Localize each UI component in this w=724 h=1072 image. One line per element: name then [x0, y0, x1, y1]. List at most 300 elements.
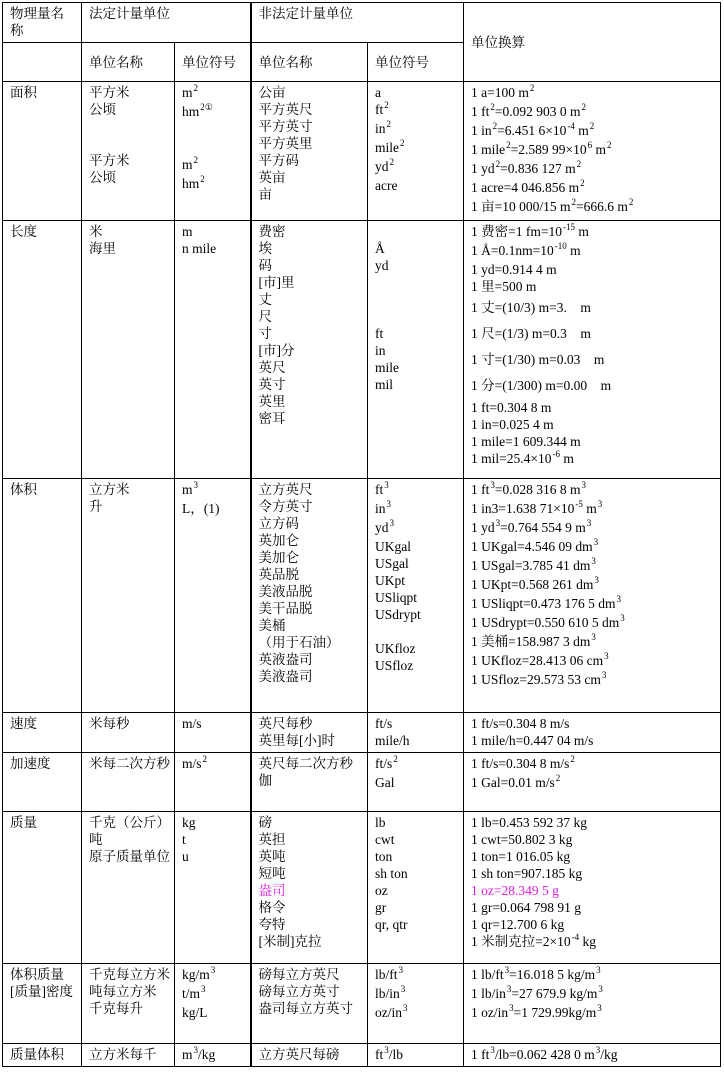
conversion-cell — [464, 964, 721, 1044]
nonlegal-symbol-cell-line: cwt — [375, 832, 395, 847]
superscript: 2 — [506, 140, 511, 150]
legal-name-cell-line: 立方米每千 — [89, 1047, 157, 1062]
nonlegal-name-cell-line: 美加仑 — [258, 550, 299, 565]
superscript: 3 — [506, 984, 512, 994]
conversion-cell-line — [471, 831, 716, 848]
nonlegal-symbol-cell — [368, 479, 464, 713]
text-segment: kg/m — [182, 967, 210, 982]
legal-name-cell-line: 米每秒 — [89, 716, 130, 731]
superscript: 2 — [576, 159, 582, 169]
nonlegal-symbol-cell — [368, 812, 464, 964]
text-segment: m — [182, 482, 193, 497]
text-segment: 1 亩=10 000/15 m — [471, 199, 571, 214]
superscript: -4 — [571, 932, 580, 942]
text-segment: 1 丈=(10/3) m=3. m — [471, 300, 591, 315]
legal-symbol-cell — [175, 753, 251, 812]
nonlegal-name-cell-line: 格令 — [258, 900, 286, 915]
text-segment: oz/in — [375, 1005, 402, 1020]
header-nonlegal-symbol — [368, 43, 464, 82]
legal-symbol-cell-line — [182, 481, 246, 500]
text-segment: =0.028 316 8 m — [494, 482, 581, 497]
nonlegal-symbol-cell-line — [375, 1046, 459, 1065]
text-segment: 1 oz=28.349 5 g — [471, 883, 559, 898]
nonlegal-symbol-cell-line — [375, 555, 459, 572]
conversion-cell-line — [471, 882, 716, 899]
text-segment: =27 679.9 kg/m — [511, 986, 598, 1001]
text-segment: 1 Gal=0.01 m/s — [471, 775, 555, 790]
legal-symbol-cell-line: m — [182, 224, 193, 239]
nonlegal-name-cell-line: 磅 — [258, 815, 272, 830]
nonlegal-symbol-cell — [368, 221, 464, 479]
superscript: 2 — [581, 102, 586, 112]
quantity-cell: 质量 — [3, 812, 82, 964]
conversion-cell-line — [471, 519, 716, 538]
conversion-cell-line — [471, 242, 716, 261]
conversion-cell-line — [471, 261, 716, 278]
conversion-cell-line — [471, 198, 716, 217]
nonlegal-symbol-cell-line: mile — [375, 360, 399, 375]
superscript: 3 — [490, 1045, 495, 1055]
text-segment: ft/s — [375, 756, 393, 771]
nonlegal-name-cell-line: 磅每立方英尺 — [258, 967, 340, 982]
nonlegal-name-cell-line: 埃 — [258, 241, 272, 256]
conversion-cell-line — [471, 141, 716, 160]
text-segment: USgal — [375, 556, 409, 571]
conversion-cell — [464, 479, 721, 713]
nonlegal-name-cell-line: 码 — [258, 258, 272, 273]
superscript: 3 — [604, 651, 609, 661]
conversion-cell-line — [471, 933, 716, 952]
nonlegal-symbol-cell-line — [375, 120, 459, 139]
text-segment: lb/ft — [375, 967, 398, 982]
nonlegal-name-cell-line: （用于石油） — [258, 635, 340, 650]
nonlegal-symbol-cell — [368, 1044, 464, 1067]
nonlegal-symbol-cell-line — [375, 291, 459, 308]
text-segment: yd — [375, 520, 389, 535]
header-legal-group — [82, 3, 251, 43]
superscript: -15 — [562, 222, 575, 232]
legal-symbol-cell — [175, 1044, 251, 1067]
unit-conversion-table — [2, 2, 721, 1067]
text-segment: 1 寸=(1/30) m=0.03 m — [471, 352, 605, 367]
text-segment: UKfloz — [375, 641, 416, 656]
conversion-cell — [464, 753, 721, 812]
legal-name-cell-line: 升 — [89, 499, 103, 514]
nonlegal-name-cell — [251, 713, 368, 753]
text-segment: ft — [375, 482, 384, 497]
header-nonlegal-group — [251, 3, 464, 43]
quantity-cell: 速度 — [3, 713, 82, 753]
nonlegal-name-cell-line: 美干品脱 — [258, 601, 313, 616]
nonlegal-name-cell-line: 夸特 — [258, 917, 286, 932]
superscript: 2 — [386, 119, 392, 129]
nonlegal-symbol-cell-line: qr, qtr — [375, 917, 408, 932]
legal-name-cell-line: 平方米 — [89, 85, 130, 100]
text-segment: lb/in — [375, 986, 400, 1001]
text-segment: hm — [182, 176, 200, 191]
nonlegal-name-cell — [251, 964, 368, 1044]
text-segment: 1 gr=0.064 798 91 g — [471, 900, 581, 915]
conversion-cell-line — [471, 755, 716, 774]
superscript: 3 — [601, 670, 607, 680]
text-segment: UKgal — [375, 539, 411, 554]
nonlegal-name-cell-line: 英加仑 — [258, 533, 299, 548]
legal-name-cell-line: 公顷 — [89, 102, 116, 117]
text-segment: =16.018 5 kg/m — [509, 967, 596, 982]
superscript: 3 — [400, 984, 406, 994]
text-segment: Gal — [375, 775, 395, 790]
text-segment: m — [566, 243, 581, 258]
text-segment: m/s — [182, 756, 202, 771]
nonlegal-name-cell-line: 丈 — [258, 292, 272, 307]
text-segment: 1 USgal=3.785 41 dm — [471, 558, 591, 573]
text-segment: 1 费密=1 fm=10 — [471, 224, 562, 239]
nonlegal-symbol-cell — [368, 753, 464, 812]
legal-name-cell-line — [89, 135, 170, 152]
superscript: -10 — [554, 241, 567, 251]
text-segment: =0.836 127 m — [500, 161, 576, 176]
nonlegal-name-cell-line: 英亩 — [258, 170, 286, 185]
legal-name-cell — [82, 713, 175, 753]
legal-name-cell — [82, 479, 175, 713]
superscript: 3 — [193, 480, 199, 490]
nonlegal-name-cell — [251, 221, 368, 479]
superscript: 2 — [393, 754, 398, 764]
text-segment: 1 lb/in — [471, 986, 506, 1001]
nonlegal-name-cell-line: 英里 — [258, 394, 286, 409]
superscript: 3 — [509, 1003, 514, 1013]
conversion-cell-line — [471, 179, 716, 198]
text-segment: ft — [375, 1047, 384, 1062]
superscript: -4 — [567, 121, 575, 131]
legal-name-cell-line: 原子质量单位 — [89, 849, 170, 864]
text-segment: 1 ft=0.304 8 m — [471, 400, 552, 415]
text-segment: USliqpt — [375, 590, 418, 605]
superscript: 2 — [490, 102, 495, 112]
conversion-cell-line — [471, 160, 716, 179]
text-segment: 1 cwt=50.802 3 kg — [471, 832, 573, 847]
superscript: 2 — [384, 100, 389, 110]
nonlegal-name-cell-line: 寸 — [258, 326, 272, 341]
nonlegal-symbol-cell-line: ton — [375, 849, 393, 864]
text-segment: 1 USliqpt=0.473 176 5 dm — [471, 596, 616, 611]
header-nonlegal-symbol-text: 单位符号 — [375, 55, 429, 70]
legal-name-cell — [82, 812, 175, 964]
legal-symbol-cell-line — [182, 122, 246, 139]
text-segment: =2.589 99×10 — [510, 142, 587, 157]
row-density — [3, 964, 721, 1044]
superscript: 3 — [597, 499, 603, 509]
superscript: -5 — [575, 499, 583, 509]
superscript: 2 — [492, 121, 498, 131]
conversion-cell — [464, 1044, 721, 1067]
conversion-cell-line — [471, 84, 716, 103]
superscript: 3 — [384, 1045, 389, 1055]
text-segment: =666.6 m — [576, 199, 628, 214]
superscript: -6 — [552, 449, 560, 459]
text-segment: USdrypt — [375, 607, 421, 622]
superscript: 3 — [620, 613, 625, 623]
row-speed — [3, 713, 721, 753]
superscript: 2 — [571, 197, 576, 207]
text-segment: 1 ft — [471, 1047, 490, 1062]
superscript: 2 — [570, 754, 575, 764]
legal-name-cell-line: 公顷 — [89, 170, 116, 185]
conversion-cell-line — [471, 450, 716, 469]
conversion-cell-line — [471, 966, 716, 985]
nonlegal-symbol-cell-line — [375, 538, 459, 555]
conversion-cell-line — [471, 814, 716, 831]
conversion-cell-line — [471, 500, 716, 519]
nonlegal-symbol-cell-line — [375, 223, 459, 240]
nonlegal-name-cell-line: 英液盎司 — [258, 652, 313, 667]
nonlegal-name-cell — [251, 1044, 368, 1067]
text-segment: 1 mile — [471, 142, 506, 157]
text-segment: mile — [375, 140, 399, 155]
conversion-cell-line — [471, 278, 716, 295]
text-segment: kg — [579, 934, 596, 949]
legal-name-cell — [82, 753, 175, 812]
nonlegal-symbol-cell-line — [375, 158, 459, 177]
row-volume — [3, 479, 721, 713]
legal-name-cell — [82, 221, 175, 479]
nonlegal-symbol-cell-line — [375, 966, 459, 985]
superscript: 2 — [607, 140, 612, 150]
text-segment: 1 acre=4 046.856 m — [471, 180, 580, 195]
superscript: 2① — [200, 102, 213, 112]
legal-symbol-cell — [175, 812, 251, 964]
text-segment: 1 in=0.025 4 m — [471, 417, 554, 432]
conversion-cell-line — [471, 614, 716, 633]
nonlegal-symbol-cell-line — [375, 139, 459, 158]
superscript: 2 — [400, 138, 405, 148]
nonlegal-name-cell — [251, 479, 368, 713]
text-segment: 1 mile=1 609.344 m — [471, 434, 581, 449]
legal-symbol-cell — [175, 82, 251, 221]
nonlegal-symbol-cell-line — [375, 623, 459, 640]
text-segment: m — [592, 142, 606, 157]
text-segment: /kg — [198, 1047, 216, 1062]
conversion-cell-line — [471, 652, 716, 671]
superscript: 3 — [586, 518, 592, 528]
text-segment: a — [375, 85, 381, 100]
conversion-cell — [464, 812, 721, 964]
superscript: 3 — [398, 965, 403, 975]
superscript: 3 — [581, 480, 586, 490]
legal-symbol-cell-line — [182, 139, 246, 156]
conversion-cell-line — [471, 481, 716, 500]
nonlegal-symbol-cell-line: yd — [375, 258, 389, 273]
nonlegal-name-cell-line: 英品脱 — [258, 567, 299, 582]
superscript: 2 — [495, 159, 501, 169]
legal-symbol-cell-line — [182, 1004, 246, 1021]
conversion-cell-line — [471, 1004, 716, 1023]
nonlegal-symbol-cell-line: Å — [375, 241, 385, 256]
superscript: 3 — [384, 480, 389, 490]
nonlegal-symbol-cell-line: lb — [375, 815, 386, 830]
legal-name-cell — [82, 1044, 175, 1067]
text-segment: 1 a=100 m — [471, 85, 529, 100]
nonlegal-symbol-cell-line: ft — [375, 326, 384, 341]
text-segment: 1 lb=0.453 592 37 kg — [471, 815, 587, 830]
superscript: 3 — [594, 575, 599, 585]
superscript: 3 — [193, 1045, 199, 1055]
legal-name-cell-line — [89, 118, 170, 135]
nonlegal-symbol-cell-line — [375, 657, 459, 674]
legal-symbol-cell-line — [182, 755, 246, 774]
text-segment: 1 米制克拉=2×10 — [471, 934, 571, 949]
text-segment: 1 yd — [471, 520, 495, 535]
superscript: 3 — [389, 518, 394, 528]
text-segment: 1 USdrypt=0.550 610 5 dm — [471, 615, 620, 630]
text-segment: 1 尺=(1/3) m=0.3 m — [471, 326, 591, 341]
text-segment: yd — [375, 159, 389, 174]
nonlegal-name-cell-line: 平方英里 — [258, 136, 313, 151]
conversion-cell-line — [471, 595, 716, 614]
text-segment: 1 ft — [471, 482, 490, 497]
legal-symbol-cell-line: kg — [182, 815, 196, 830]
header-nonlegal-name — [251, 43, 368, 82]
conversion-cell-line — [471, 848, 716, 865]
nonlegal-name-cell-line: 密耳 — [258, 411, 286, 426]
text-segment: hm — [182, 104, 200, 119]
legal-name-cell-line: 吨 — [89, 832, 103, 847]
legal-name-cell — [82, 964, 175, 1044]
superscript: 3 — [597, 1003, 602, 1013]
legal-symbol-cell-line — [182, 1046, 246, 1065]
text-segment: 1 USfloz=29.573 53 cm — [471, 672, 601, 687]
header-legal-name — [82, 43, 175, 82]
legal-symbol-cell-line — [182, 156, 246, 175]
conversion-cell-line — [471, 122, 716, 141]
nonlegal-symbol-cell-line — [375, 84, 459, 101]
nonlegal-symbol-cell-line — [375, 177, 459, 194]
text-segment: acre — [375, 178, 398, 193]
nonlegal-symbol-cell — [368, 964, 464, 1044]
nonlegal-symbol-cell-line — [375, 481, 459, 500]
conversion-cell-line — [471, 557, 716, 576]
nonlegal-name-cell-line: 费密 — [258, 224, 286, 239]
text-segment: 1 UKfloz=28.413 06 cm — [471, 653, 604, 668]
nonlegal-name-cell-line: 英吨 — [258, 849, 286, 864]
nonlegal-name-cell-line: [市]里 — [258, 275, 295, 290]
conversion-cell-line — [471, 538, 716, 557]
header-legal-name-text: 单位名称 — [89, 55, 143, 70]
conversion-cell-line — [471, 295, 716, 321]
nonlegal-symbol-cell-line — [375, 500, 459, 519]
nonlegal-name-cell-line: 盎司每立方英寸 — [258, 1001, 353, 1016]
nonlegal-symbol-cell-line — [375, 985, 459, 1004]
legal-name-cell-line: 千克每立方米 — [89, 967, 170, 982]
text-segment: 1 lb/ft — [471, 967, 504, 982]
quantity-cell: 面积 — [3, 82, 82, 221]
superscript: 3 — [598, 984, 603, 994]
legal-symbol-cell-line — [182, 985, 246, 1004]
text-segment: in — [375, 121, 386, 136]
header-conversion — [464, 3, 721, 82]
conversion-cell-line — [471, 899, 716, 916]
superscript: 3 — [386, 499, 392, 509]
conversion-cell-line: 1 ft/s=0.304 8 m/s — [471, 716, 570, 731]
nonlegal-symbol-cell-line: mile/h — [375, 733, 410, 748]
nonlegal-symbol-cell-line: in — [375, 343, 386, 358]
nonlegal-name-cell — [251, 753, 368, 812]
conversion-cell-line — [471, 373, 716, 399]
superscript: 3 — [596, 965, 601, 975]
quantity-cell: 体积质量[质量]密度 — [3, 964, 82, 1044]
conversion-cell-line — [471, 103, 716, 122]
nonlegal-symbol-cell-line — [375, 589, 459, 606]
table-body — [3, 82, 721, 1067]
legal-symbol-cell-line: m/s — [182, 716, 202, 731]
nonlegal-name-cell-line: 英尺每二次方秒 — [258, 756, 353, 771]
text-segment: USfloz — [375, 658, 414, 673]
conversion-cell-line — [471, 576, 716, 595]
superscript: 3 — [210, 965, 216, 975]
superscript: 3 — [201, 984, 206, 994]
text-segment: =0.092 903 0 m — [494, 104, 581, 119]
conversion-cell-line — [471, 321, 716, 347]
superscript: 2 — [200, 174, 205, 184]
legal-name-cell-line: 平方米 — [89, 153, 130, 168]
superscript: 2 — [589, 121, 595, 131]
text-segment: UKpt — [375, 573, 405, 588]
row-mass — [3, 812, 721, 964]
conversion-cell-line — [471, 223, 716, 242]
conversion-cell — [464, 221, 721, 479]
superscript: 2 — [202, 754, 208, 764]
legal-symbol-cell-line — [182, 103, 246, 122]
nonlegal-name-cell-line: 立方英尺 — [258, 482, 313, 497]
legal-name-cell-line: 米每二次方秒 — [89, 756, 170, 771]
text-segment: /kg — [600, 1047, 618, 1062]
text-segment: m — [559, 451, 574, 466]
superscript: 2 — [193, 155, 199, 165]
nonlegal-symbol-cell-line — [375, 572, 459, 589]
conversion-cell-line — [471, 774, 716, 793]
nonlegal-name-cell-line: 立方码 — [258, 516, 299, 531]
nonlegal-name-cell-line: 平方码 — [258, 153, 299, 168]
nonlegal-name-cell-line: 伽 — [258, 773, 272, 788]
text-segment: m — [182, 85, 193, 100]
superscript: 3 — [490, 480, 495, 490]
conversion-cell-line — [471, 399, 716, 416]
nonlegal-name-cell-line: 英尺每秒 — [258, 716, 313, 731]
text-segment: /lb=0.062 428 0 m — [494, 1047, 595, 1062]
text-segment: L，(1) — [182, 501, 220, 516]
row-specific_volume — [3, 1044, 721, 1067]
text-segment: m — [182, 1047, 193, 1062]
nonlegal-name-cell-line: 尺 — [258, 309, 272, 324]
text-segment: /lb — [388, 1047, 404, 1062]
nonlegal-name-cell-line: 立方英尺每磅 — [258, 1047, 340, 1062]
nonlegal-name-cell — [251, 82, 368, 221]
row-area — [3, 82, 721, 221]
text-segment: 1 Å=0.1nm=10 — [471, 243, 554, 258]
nonlegal-name-cell-line: [市]分 — [258, 343, 295, 358]
superscript: 2 — [193, 83, 199, 93]
nonlegal-symbol-cell-line — [375, 101, 459, 120]
nonlegal-symbol-cell-line — [375, 274, 459, 291]
legal-symbol-cell-line — [182, 175, 246, 194]
text-segment: =1 729.99kg/m — [513, 1005, 597, 1020]
superscript: 2 — [555, 773, 561, 783]
superscript: 2 — [580, 178, 585, 188]
nonlegal-symbol-cell-line — [375, 606, 459, 623]
nonlegal-name-cell-line: 美液品脱 — [258, 584, 313, 599]
nonlegal-symbol-cell-line: gr — [375, 900, 387, 915]
nonlegal-symbol-cell-line — [375, 755, 459, 774]
